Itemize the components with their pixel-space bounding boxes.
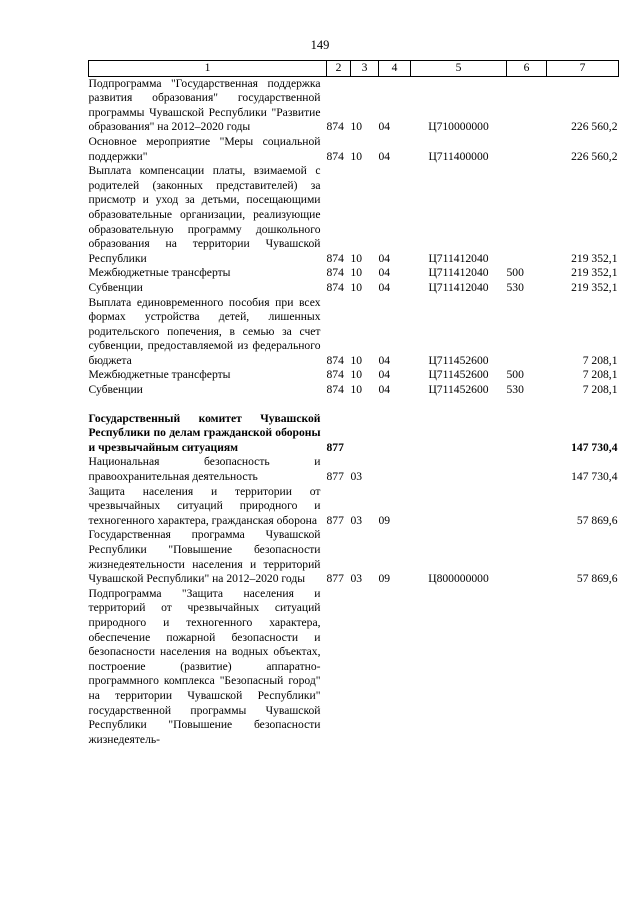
table-cell-c4: 04 xyxy=(378,149,391,163)
table-cell-c5: Ц800000000 xyxy=(428,572,489,586)
table-cell-c7: 226 560,2 xyxy=(571,120,618,134)
table-row xyxy=(89,296,619,369)
table-cell-c7: 57 869,6 xyxy=(576,513,618,527)
table-cell-c1: Защита населения и территории от чрезвычайных ситуаций природного и техногенного характера, гражданская оборона xyxy=(88,484,321,527)
table-cell-c2: 877 xyxy=(326,513,344,527)
page-number: 149 xyxy=(310,38,330,52)
table-cell-c5 xyxy=(411,412,507,456)
table-cell-c1: Субвенции xyxy=(88,280,143,294)
table-cell-c3: 10 xyxy=(350,266,363,280)
table-cell-c1: Основное мероприятие "Меры социальной поддержки" xyxy=(88,134,321,163)
table-cell-c2: 874 xyxy=(326,280,344,294)
table-cell-c6 xyxy=(507,412,547,456)
table-cell-c5: Ц711400000 xyxy=(428,149,489,163)
column-header: 3 xyxy=(351,61,379,77)
table-cell-c4 xyxy=(379,455,411,484)
column-header: 1 xyxy=(89,61,327,77)
table-cell-c2 xyxy=(327,587,351,748)
table-cell-c3: 10 xyxy=(350,149,363,163)
spacer-cell xyxy=(89,398,619,412)
table-cell-c5: Ц711412040 xyxy=(428,266,489,280)
table-cell-c5: Ц711452600 xyxy=(428,353,489,367)
table-row xyxy=(89,587,619,748)
column-header: 2 xyxy=(327,61,351,77)
table-row xyxy=(89,412,619,456)
table-cell-c6 xyxy=(507,164,547,266)
table-row xyxy=(89,164,619,266)
table-cell-c1: Межбюджетные трансферты xyxy=(88,368,231,382)
table-cell-c1: Подпрограмма "Защита населения и территорий от чрезвычайных ситуаций природного и техногенного характера, обеспечение пожарной безопасности и безопасности населения на водных объектах, построение (развитие) аппаратно-программного комплекса "Безопасный город" на территории Чувашской Республики" государственной программы Чувашской Республики "Повышение безопасности жизнедеятель- xyxy=(88,586,321,746)
table-cell-c6: 500 xyxy=(506,266,524,280)
table-cell-c5 xyxy=(411,587,507,748)
table-cell-c4 xyxy=(379,412,411,456)
table-row xyxy=(89,398,619,412)
table-cell-c5 xyxy=(411,455,507,484)
table-cell-c4: 04 xyxy=(378,280,391,294)
column-header: 7 xyxy=(547,61,619,77)
table-cell-c2: 877 xyxy=(326,572,344,586)
table-cell-c4: 04 xyxy=(378,251,391,265)
table-cell-c1: Выплата единовременного пособия при всех формах устройства детей, лишенных родительского попечения, в семью за счет субвенции, предоставляемой из федерального бюджета xyxy=(88,295,321,367)
table-cell-c3: 03 xyxy=(350,513,363,527)
table-cell-c5: Ц710000000 xyxy=(428,120,489,134)
table-cell-c2: 874 xyxy=(326,383,344,397)
table-row xyxy=(89,528,619,586)
table-cell-c1: Подпрограмма "Государственная поддержка развития образования" государственной программы Чувашской Республики "Развитие образования" на 2012–2020 годы xyxy=(88,76,321,134)
budget-table xyxy=(88,60,619,747)
table-cell-c6 xyxy=(507,76,547,135)
table-cell-c3: 10 xyxy=(350,368,363,382)
table-cell-c7: 7 208,1 xyxy=(582,368,618,382)
table-cell-c7: 147 730,4 xyxy=(571,470,618,484)
table-cell-c3 xyxy=(351,587,379,748)
table-cell-c6 xyxy=(507,587,547,748)
table-cell-c2: 877 xyxy=(326,470,344,484)
table-cell-c1: Выплата компенсации платы, взимаемой с родителей (законных представителей) за присмотр и уход за детьми, посещающими образовательные организации, реализующие образовательную программу дошкольного образования на территории Чувашской Республики xyxy=(88,164,321,265)
table-cell-c7: 219 352,1 xyxy=(571,280,618,294)
table-cell-c2: 874 xyxy=(326,353,344,367)
table-cell-c4: 04 xyxy=(378,266,391,280)
table-cell-c7: 147 730,4 xyxy=(571,440,618,454)
table-row xyxy=(89,368,619,383)
table-cell-c6 xyxy=(507,528,547,586)
table-cell-c5: Ц711452600 xyxy=(428,368,489,382)
table-cell-c7: 219 352,1 xyxy=(571,251,618,265)
table-cell-c6 xyxy=(507,296,547,369)
table-row xyxy=(89,281,619,296)
table-cell-c7: 57 869,6 xyxy=(576,572,618,586)
table-row xyxy=(89,485,619,529)
table-cell-c6: 530 xyxy=(506,280,524,294)
table-cell-c3: 10 xyxy=(350,251,363,265)
table-row xyxy=(89,135,619,164)
table-cell-c1: Межбюджетные трансферты xyxy=(88,266,231,280)
table-cell-c2: 874 xyxy=(326,120,344,134)
table-cell-c6 xyxy=(507,135,547,164)
column-header: 6 xyxy=(507,61,547,77)
table-cell-c2: 874 xyxy=(326,251,344,265)
table-cell-c7: 7 208,1 xyxy=(582,383,618,397)
table-cell-c7 xyxy=(547,587,619,748)
table-cell-c6 xyxy=(507,485,547,529)
table-row xyxy=(89,266,619,281)
table-cell-c3: 10 xyxy=(350,383,363,397)
table-header-row xyxy=(89,61,619,77)
table-cell-c3 xyxy=(351,412,379,456)
table-cell-c3: 03 xyxy=(350,470,363,484)
table-cell-c1: Национальная безопасность и правоохранительная деятельность xyxy=(88,455,321,484)
table-cell-c3: 10 xyxy=(350,120,363,134)
table-cell-c1: Государственная программа Чувашской Республики "Повышение безопасности жизнедеятельности населения и территорий Чувашской Республики" на 2012–2020 годы xyxy=(88,528,321,586)
table-cell-c6: 500 xyxy=(506,368,524,382)
table-cell-c5 xyxy=(411,485,507,529)
table-body xyxy=(89,76,619,747)
table-cell-c4: 09 xyxy=(378,572,391,586)
table-cell-c7: 226 560,2 xyxy=(571,149,618,163)
table-cell-c2: 874 xyxy=(326,368,344,382)
table-cell-c1: Государственный комитет Чувашской Республики по делам гражданской обороны и чрезвычайным ситуациям xyxy=(88,411,321,454)
table-cell-c2: 874 xyxy=(326,149,344,163)
table-cell-c2: 874 xyxy=(326,266,344,280)
table-cell-c4: 04 xyxy=(378,353,391,367)
table-cell-c4: 09 xyxy=(378,513,391,527)
table-cell-c7: 219 352,1 xyxy=(571,266,618,280)
table-row xyxy=(89,455,619,484)
table-cell-c3: 10 xyxy=(350,353,363,367)
table-cell-c7: 7 208,1 xyxy=(582,353,618,367)
table-cell-c4: 04 xyxy=(378,120,391,134)
table-cell-c6 xyxy=(507,455,547,484)
table-cell-c1: Субвенции xyxy=(88,383,143,397)
table-cell-c4: 04 xyxy=(378,368,391,382)
table-cell-c3: 03 xyxy=(350,572,363,586)
table-row xyxy=(89,383,619,398)
table-cell-c2: 877 xyxy=(326,440,344,454)
table-cell-c5: Ц711452600 xyxy=(428,383,489,397)
table-cell-c3: 10 xyxy=(350,280,363,294)
table-cell-c5: Ц711412040 xyxy=(428,280,489,294)
column-header: 4 xyxy=(379,61,411,77)
table-cell-c6: 530 xyxy=(506,383,524,397)
table-cell-c4 xyxy=(379,587,411,748)
column-header: 5 xyxy=(411,61,507,77)
table-row xyxy=(89,76,619,135)
table-cell-c5: Ц711412040 xyxy=(428,251,489,265)
table-cell-c4: 04 xyxy=(378,383,391,397)
